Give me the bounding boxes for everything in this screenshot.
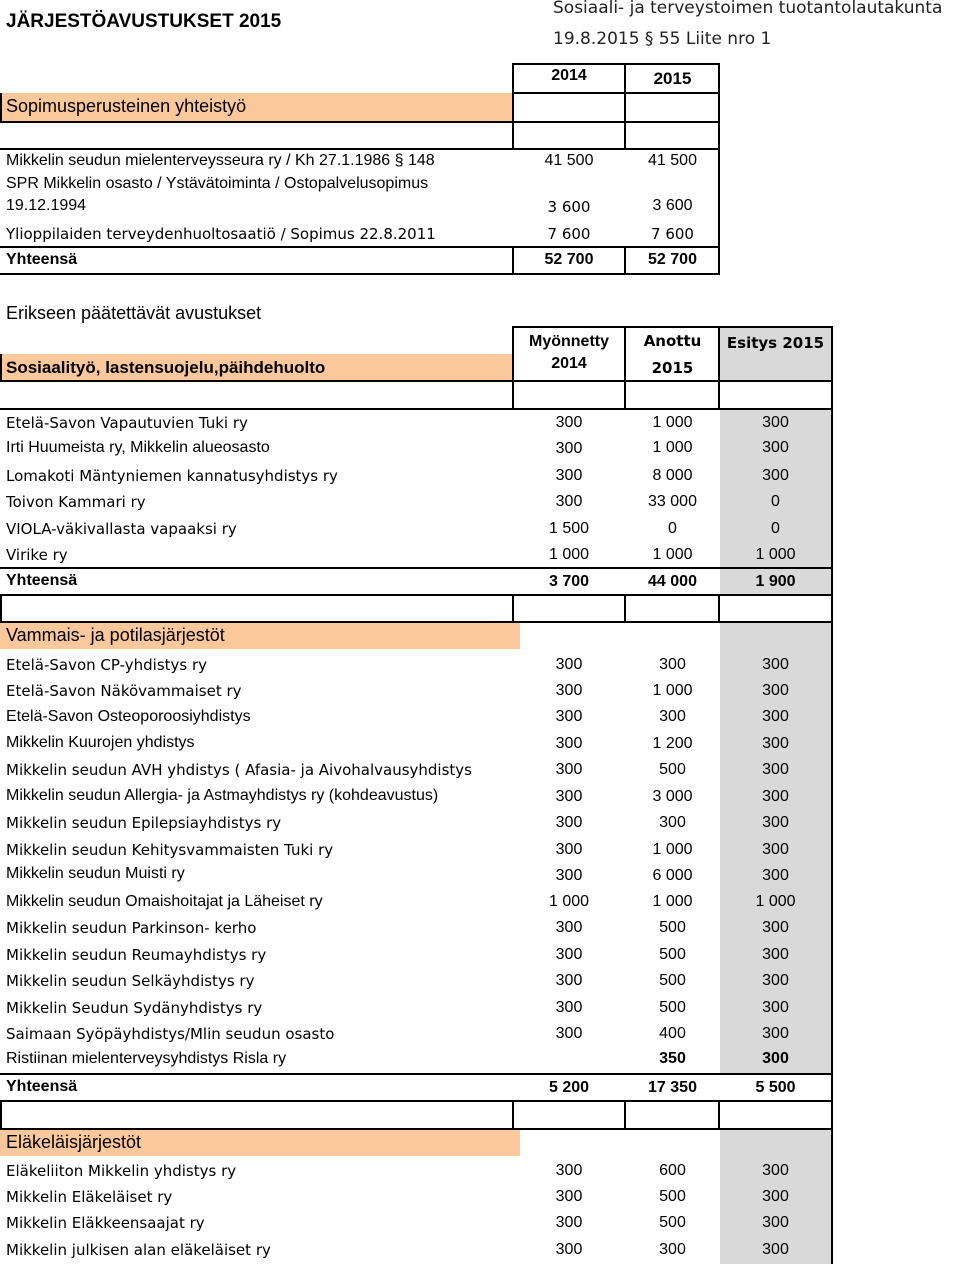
grant-row-applied: 1 000	[652, 682, 693, 699]
grid-line	[718, 1102, 720, 1130]
grant-row-name: Mikkelin seudun Muisti ry	[6, 865, 185, 882]
grant-row-applied: 300	[659, 708, 686, 725]
grant-row-granted: 300	[555, 946, 583, 963]
grant-row-applied: 500	[659, 1214, 686, 1231]
grant-row-applied: 1 200	[652, 735, 693, 752]
grid-line	[624, 63, 626, 150]
contract-row-2014: 7 600	[547, 225, 591, 243]
grid-line	[0, 621, 833, 623]
grant-row-applied: 3 000	[652, 788, 693, 805]
grant-row-name: VIOLA-väkivallasta vapaaksi ry	[6, 520, 237, 538]
grant-row-proposal: 300	[762, 972, 789, 989]
grant-row-name: Mikkelin julkisen alan eläkeläiset ry	[6, 1241, 271, 1259]
grant-row-name: Etelä-Savon Osteoporoosiyhdistys	[6, 708, 251, 725]
grid-line	[718, 596, 720, 623]
separate-grants-title: Erikseen päätettävät avustukset	[6, 303, 262, 323]
grid-line	[0, 408, 833, 410]
document-reference: 19.8.2015 § 55 Liite nro 1	[553, 29, 772, 49]
grant-row-proposal: 300	[762, 1188, 789, 1205]
social-total-applied: 44 000	[648, 573, 697, 590]
grid-line	[513, 326, 833, 328]
grant-row-granted: 300	[555, 493, 583, 510]
disability-total-proposal: 5 500	[755, 1079, 796, 1096]
grid-line	[0, 148, 720, 150]
grant-row-proposal: 300	[762, 1162, 789, 1179]
grant-row-proposal: 300	[762, 439, 789, 456]
grant-row-proposal: 300	[762, 841, 789, 858]
grant-row-applied: 500	[659, 761, 686, 778]
contract-row-name: Ylioppilaiden terveydenhuoltosaatiö / Sopimus 22.8.2011	[6, 225, 436, 243]
grid-line	[0, 121, 720, 123]
grant-row-applied: 500	[659, 946, 686, 963]
grid-line	[512, 63, 514, 150]
col-granted-label: Myönnetty	[529, 333, 609, 350]
grant-row-applied: 300	[659, 814, 686, 831]
grant-row-granted: 300	[555, 735, 583, 752]
grant-row-name: Mikkelin seudun Omaishoitajat ja Läheiset ry	[6, 893, 323, 910]
grant-row-name: Toivon Kammari ry	[6, 493, 146, 511]
grant-row-granted: 300	[555, 1241, 583, 1258]
disability-total-granted: 5 200	[548, 1079, 590, 1096]
grant-row-name: Saimaan Syöpäyhdistys/Mlin seudun osasto	[6, 1025, 335, 1043]
grant-row-applied: 500	[659, 919, 686, 936]
grant-row-proposal: 300	[762, 682, 789, 699]
grant-row-applied: 6 000	[652, 867, 693, 884]
grid-line	[0, 567, 833, 569]
grant-row-granted: 300	[555, 972, 583, 989]
grant-row-applied: 1 000	[652, 414, 693, 431]
grant-row-applied: 400	[659, 1025, 686, 1042]
contract-row-2015: 3 600	[652, 197, 693, 214]
grant-row-granted: 300	[555, 467, 583, 484]
contract-row-name: Mikkelin seudun mielenterveysseura ry / Kh 27.1.1986 § 148	[6, 152, 435, 169]
grant-row-name: Lomakoti Mäntyniemen kannatusyhdistys ry	[6, 467, 338, 485]
grid-line	[0, 354, 2, 380]
grant-row-granted: 300	[555, 1162, 583, 1179]
disability-section-title: Vammais- ja potilasjärjestöt	[6, 625, 225, 645]
social-section-title: Sosiaalityö, lastensuojelu,päihdehuolto	[6, 358, 326, 377]
grant-row-applied: 300	[659, 656, 686, 673]
grant-row-name: Mikkelin seudun Allergia- ja Astmayhdistys ry (kohdeavustus)	[6, 787, 439, 804]
grant-row-granted: 1 500	[548, 520, 590, 537]
grant-row-name: Mikkelin Eläkkeensaajat ry	[6, 1214, 205, 1232]
grant-row-proposal: 300	[762, 708, 789, 725]
grant-row-granted: 1 000	[548, 546, 590, 563]
grant-row-granted: 300	[555, 1214, 583, 1231]
grant-row-name: Etelä-Savon CP-yhdistys ry	[6, 656, 208, 674]
grant-row-proposal: 300	[762, 1214, 789, 1231]
grid-line	[513, 63, 720, 65]
grant-row-granted: 300	[555, 1025, 583, 1042]
grid-line	[0, 93, 2, 121]
grant-row-proposal: 300	[762, 761, 789, 778]
grant-row-proposal: 300	[762, 656, 789, 673]
grid-line	[624, 596, 626, 623]
contracts-total-2015: 52 700	[648, 251, 697, 268]
contract-row-2014: 41 500	[544, 152, 594, 169]
document-title: JÄRJESTÖAVUSTUKSET 2015	[6, 11, 282, 32]
grid-line	[0, 1102, 2, 1130]
grant-row-granted: 300	[555, 656, 583, 673]
grant-row-proposal: 300	[762, 1025, 789, 1042]
grid-line	[0, 1128, 833, 1130]
contract-row-2014: 3 600	[547, 198, 591, 216]
grant-row-proposal: 300	[762, 919, 789, 936]
grid-line	[0, 380, 833, 382]
grid-line	[0, 1100, 833, 1102]
grid-line	[0, 596, 2, 623]
grant-row-granted: 300	[555, 1188, 583, 1205]
contract-row-2015: 7 600	[651, 225, 694, 243]
grant-row-proposal: 300	[762, 1241, 789, 1258]
grant-row-name: Virike ry	[6, 546, 68, 564]
grant-row-granted: 300	[555, 682, 583, 699]
contract-row-2015: 41 500	[648, 152, 697, 169]
pensioners-header-grey	[720, 1130, 831, 1156]
contracts-col-2014: 2014	[551, 67, 587, 84]
grant-row-name: Irti Huumeista ry, Mikkelin alueosasto	[6, 439, 270, 456]
grant-row-name: Mikkelin Kuurojen yhdistys	[6, 734, 195, 751]
grant-row-name: Mikkelin seudun AVH yhdistys ( Afasia- ja Aivohalvausyhdistys	[6, 761, 472, 779]
grant-row-name: Mikkelin seudun Parkinson- kerho	[6, 919, 257, 937]
grant-row-name: Mikkelin Seudun Sydänyhdistys ry	[6, 999, 263, 1017]
grant-row-applied: 600	[659, 1162, 686, 1179]
grant-row-granted: 300	[555, 761, 583, 778]
grant-row-name: Mikkelin seudun Reumayhdistys ry	[6, 946, 267, 964]
contracts-title: Sopimusperusteinen yhteistyö	[6, 96, 247, 116]
grant-row-granted: 300	[555, 814, 583, 831]
grant-row-name: Ristiinan mielenterveysyhdistys Risla ry	[6, 1050, 287, 1067]
grant-row-applied: 300	[659, 1241, 686, 1258]
grant-row-name: Eläkeliiton Mikkelin yhdistys ry	[6, 1162, 237, 1180]
contracts-total-2014: 52 700	[544, 251, 594, 268]
grant-row-applied: 0	[668, 520, 677, 537]
grant-row-applied: 1 000	[652, 439, 693, 456]
grant-row-granted: 1 000	[548, 893, 590, 910]
social-total-proposal: 1 900	[755, 573, 796, 590]
disability-header-grey	[720, 623, 831, 649]
grant-row-proposal: 300	[762, 735, 789, 752]
grant-row-granted: 300	[555, 788, 583, 805]
grid-line	[0, 246, 720, 248]
grant-row-applied: 1 000	[652, 841, 693, 858]
grid-line	[624, 1102, 626, 1130]
grant-row-proposal: 300	[762, 814, 789, 831]
grant-row-proposal: 300	[762, 414, 789, 431]
grant-row-proposal: 0	[771, 520, 780, 537]
grant-row-proposal: 300	[762, 867, 789, 884]
grid-line	[831, 326, 833, 1264]
col-applied-year: 2015	[651, 359, 694, 377]
grid-line	[0, 1073, 833, 1075]
contract-row-name-cont: 19.12.1994	[6, 197, 87, 214]
col-applied-label: Anottu	[643, 332, 702, 350]
grant-row-proposal: 300	[762, 946, 789, 963]
grant-row-applied: 350	[659, 1050, 686, 1067]
social-total-granted: 3 700	[548, 573, 590, 590]
grant-row-proposal: 300	[762, 999, 789, 1016]
grant-row-granted: 300	[555, 919, 583, 936]
grant-row-name: Mikkelin seudun Selkäyhdistys ry	[6, 972, 255, 990]
grant-row-applied: 500	[659, 972, 686, 989]
grant-row-granted: 300	[555, 414, 583, 431]
contracts-col-2015: 2015	[653, 69, 692, 88]
grid-line	[513, 92, 720, 94]
col-granted-year: 2014	[551, 355, 587, 372]
grid-line	[0, 594, 833, 596]
contracts-total-label: Yhteensä	[6, 251, 78, 268]
grant-row-granted: 300	[555, 440, 583, 457]
grid-line	[512, 1102, 514, 1130]
grant-row-applied: 500	[659, 1188, 686, 1205]
grant-row-proposal: 300	[762, 1050, 789, 1067]
grant-row-granted: 300	[555, 999, 583, 1016]
grant-row-applied: 1 000	[652, 893, 693, 910]
grid-line	[0, 273, 720, 275]
contract-row-name: SPR Mikkelin osasto / Ystävätoiminta / Ostopalvelusopimus	[6, 175, 429, 192]
grant-row-proposal: 0	[771, 493, 780, 510]
grant-row-name: Mikkelin seudun Kehitysvammaisten Tuki ry	[6, 841, 334, 859]
grant-row-proposal: 300	[762, 788, 789, 805]
col-proposal: Esitys 2015	[726, 334, 825, 352]
pensioners-section-title: Eläkeläisjärjestöt	[6, 1132, 142, 1152]
grant-row-applied: 1 000	[652, 546, 693, 563]
grid-line	[512, 596, 514, 623]
grant-row-name: Etelä-Savon Vapautuvien Tuki ry	[6, 414, 248, 432]
grant-row-applied: 8 000	[652, 467, 693, 484]
committee-name: Sosiaali- ja terveystoimen tuotantolautakunta	[553, 0, 943, 18]
disability-total-label: Yhteensä	[6, 1078, 78, 1095]
grant-row-granted: 300	[555, 708, 583, 725]
grant-row-granted: 300	[555, 867, 583, 884]
grant-row-proposal: 1 000	[755, 546, 796, 563]
grant-row-name: Etelä-Savon Näkövammaiset ry	[6, 682, 242, 700]
grant-row-applied: 33 000	[648, 493, 697, 510]
grant-row-applied: 500	[659, 999, 686, 1016]
disability-total-applied: 17 350	[648, 1079, 697, 1096]
grant-row-proposal: 1 000	[755, 893, 796, 910]
grant-row-granted: 300	[555, 841, 583, 858]
grant-row-proposal: 300	[762, 467, 789, 484]
social-total-label: Yhteensä	[6, 572, 78, 589]
grant-row-name: Mikkelin seudun Epilepsiayhdistys ry	[6, 814, 282, 832]
grant-row-name: Mikkelin Eläkeläiset ry	[6, 1188, 173, 1206]
